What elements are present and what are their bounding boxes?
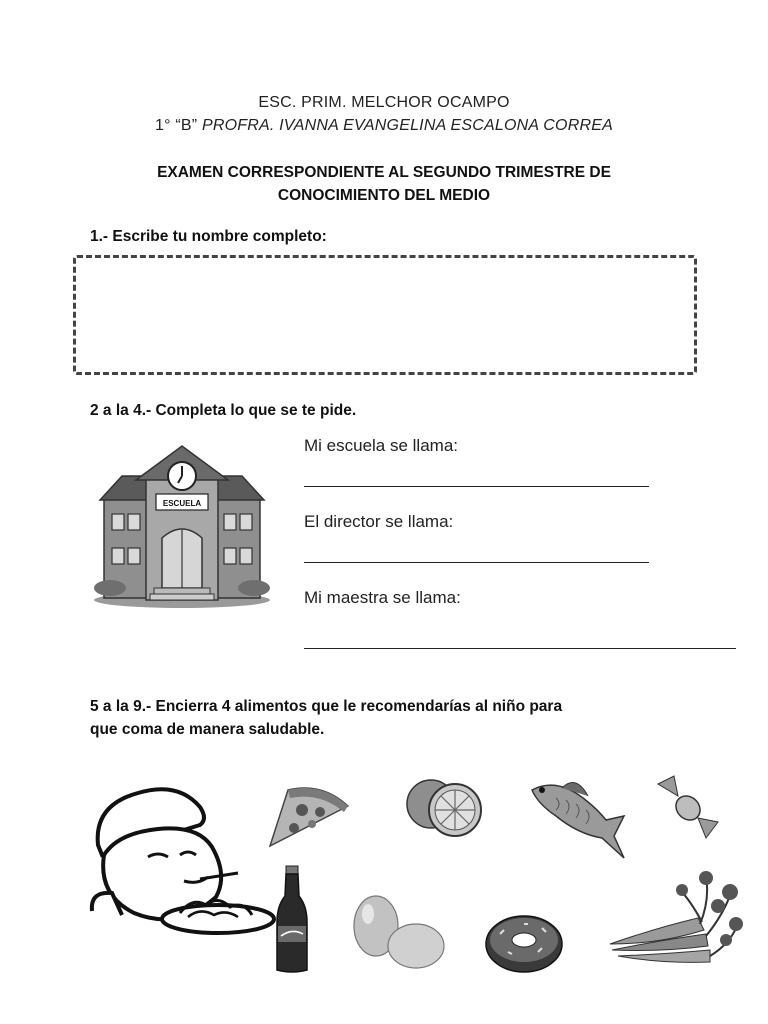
school-name: ESC. PRIM. MELCHOR OCAMPO [258,94,510,111]
question1-label: 1.- Escribe tu nombre completo: [90,228,327,245]
teacher-name-answer-line[interactable] [304,648,736,649]
boy-eating-icon [88,785,278,945]
teacher-name-label: Mi maestra se llama: [304,588,461,607]
grade-teacher-line [0,117,768,135]
candy-icon [656,774,720,840]
eggs-icon [352,894,446,970]
director-name-answer-line[interactable] [304,562,649,563]
exam-title-line1: EXAMEN CORRESPONDIENTE AL SEGUNDO TRIMESTRE DE [157,164,611,181]
director-name-label: El director se llama: [304,512,454,531]
exam-title-line2: CONOCIMIENTO DEL MEDIO [277,187,491,204]
fish-icon [528,774,628,860]
pizza-icon [266,782,351,848]
question5-line1: 5 a la 9.- Encierra 4 alimentos que le recomendarías al niño para [90,698,563,715]
school-building-icon [92,438,272,613]
school-name-answer-line[interactable] [304,486,649,487]
school-name-label: Mi escuela se llama: [304,436,459,455]
carrots-icon [606,870,740,974]
soda-bottle-icon [275,866,309,974]
school-sign-text: ESCUELA [162,499,202,508]
teacher-name: PROFRA. IVANNA EVANGELINA ESCALONA CORREA [201,117,613,134]
donut-icon [484,904,564,974]
orange-icon [403,778,483,840]
name-answer-box[interactable] [73,255,697,375]
question5-line2: que coma de manera saludable. [90,721,325,738]
grade-label: 1° “B” [155,117,198,134]
question2-label: 2 a la 4.- Completa lo que se te pide. [90,402,357,419]
